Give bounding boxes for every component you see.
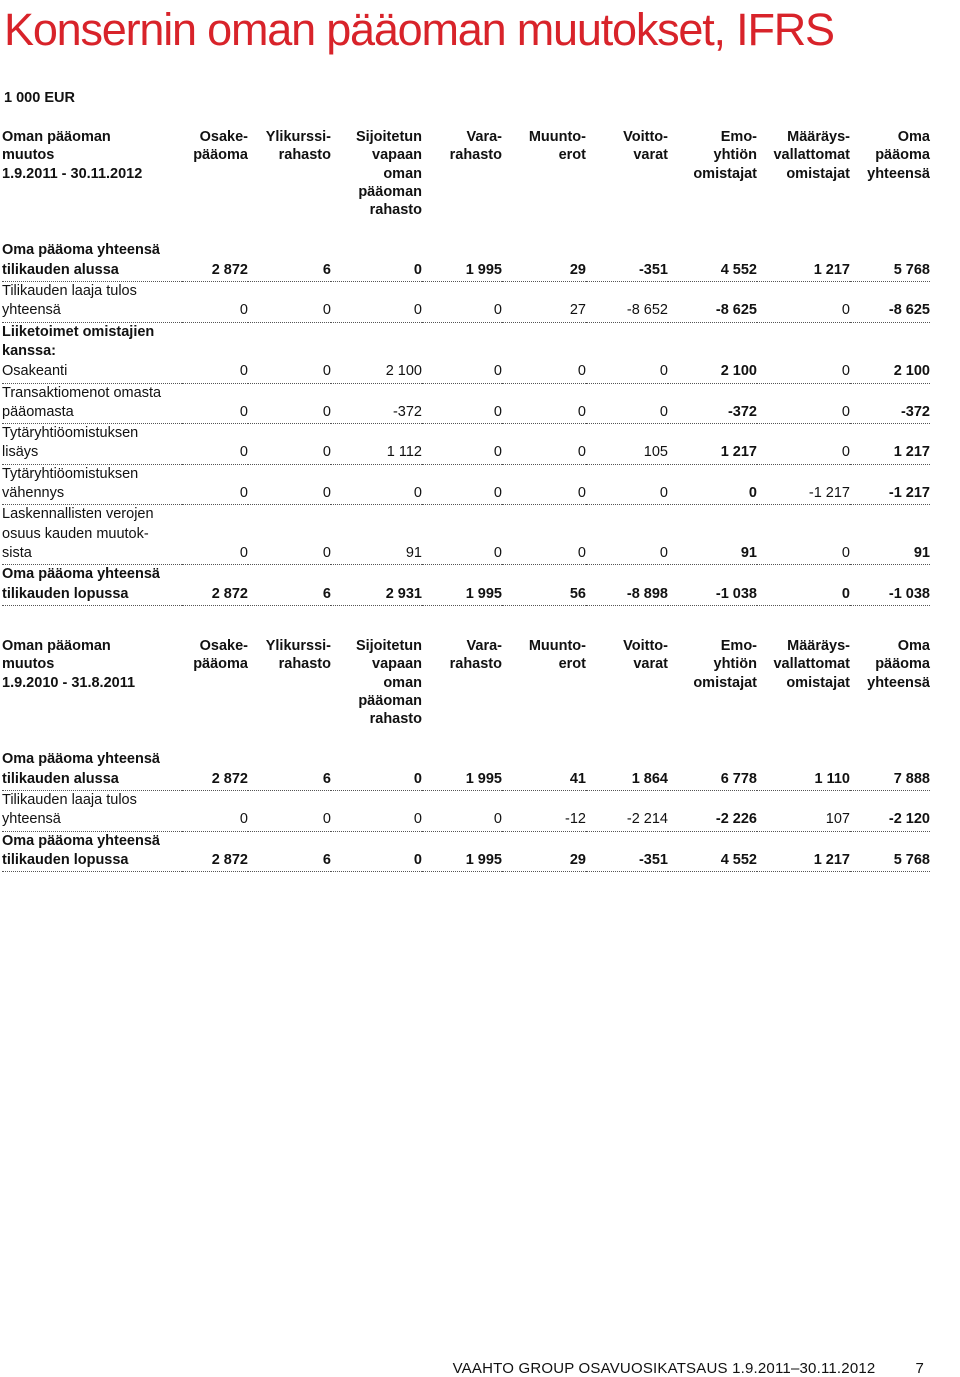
column-header-translation-differences: Muunto- erot <box>528 638 586 673</box>
currency-unit: 1 000 EUR <box>4 90 75 106</box>
table-cell: -8 652 <box>586 282 668 323</box>
table-cell: 0 <box>502 424 586 465</box>
table-row <box>2 282 930 323</box>
equity-table <box>2 637 930 872</box>
table-cell: 0 <box>502 383 586 424</box>
row-label: Tilikauden laaja tulos yhteensä <box>2 791 182 832</box>
table-cell <box>502 322 586 362</box>
table-cell: 2 872 <box>182 750 248 790</box>
footer-report-title: VAAHTO GROUP OSAVUOSIKATSAUS 1.9.2011–30.11.2012 <box>452 1360 876 1377</box>
table-cell: 2 872 <box>182 831 248 872</box>
table-cell: 91 <box>850 505 930 565</box>
table-cell: 105 <box>586 424 668 465</box>
table-cell: 6 <box>248 750 331 790</box>
table-cell: 0 <box>422 505 502 565</box>
table-row <box>2 505 930 565</box>
table-cell: 6 <box>248 565 331 606</box>
table-cell: 0 <box>331 241 422 281</box>
table-cell: 107 <box>757 791 850 832</box>
table-cell: 0 <box>248 505 331 565</box>
table-cell: 56 <box>502 565 586 606</box>
table-cell: -8 625 <box>850 282 930 323</box>
column-header-total-equity: Oma pääoma yhteensä <box>867 129 930 182</box>
table-cell: 27 <box>502 282 586 323</box>
page-title: Konsernin oman pääoman muutokset, IFRS <box>4 4 834 55</box>
table-cell: 0 <box>422 383 502 424</box>
table-cell <box>668 322 757 362</box>
row-label: Tytäryhtiöomistuksen vähennys <box>2 464 182 505</box>
table-cell: 2 931 <box>331 565 422 606</box>
table-cell: 4 552 <box>668 831 757 872</box>
column-header-non-controlling: Määräys- vallattomat omistajat <box>773 129 850 182</box>
table-cell: 1 864 <box>586 750 668 790</box>
table-cell: 7 888 <box>850 750 930 790</box>
table-cell: 1 217 <box>668 424 757 465</box>
table-cell: -351 <box>586 241 668 281</box>
table-cell: 0 <box>757 565 850 606</box>
table-cell: -2 226 <box>668 791 757 832</box>
column-header-parent-owners: Emo- yhtiön omistajat <box>693 129 757 182</box>
table-cell: 0 <box>422 464 502 505</box>
table-cell: -2 214 <box>586 791 668 832</box>
table-cell: 0 <box>248 282 331 323</box>
table-cell: -8 898 <box>586 565 668 606</box>
table-row <box>2 750 930 790</box>
table-row <box>2 383 930 424</box>
row-label: Oma pääoma yhteensä tilikauden alussa <box>2 750 182 790</box>
row-label: Liiketoimet omistajien kanssa: <box>2 323 155 359</box>
table-cell <box>586 322 668 362</box>
table-cell: -372 <box>850 383 930 424</box>
table-cell: 0 <box>248 362 331 383</box>
table-cell <box>850 322 930 362</box>
row-label: Laskennallisten verojen osuus kauden muutok- sista <box>2 505 182 565</box>
table-cell: 2 100 <box>331 362 422 383</box>
table-row <box>2 362 930 383</box>
table-cell: 2 100 <box>850 362 930 383</box>
table-cell: 1 995 <box>422 750 502 790</box>
table-cell: 0 <box>757 383 850 424</box>
table-cell: 0 <box>248 791 331 832</box>
table-cell: 5 768 <box>850 241 930 281</box>
table-cell: 2 100 <box>668 362 757 383</box>
table-cell: 0 <box>668 464 757 505</box>
table-cell: -8 625 <box>668 282 757 323</box>
table-row <box>2 322 930 362</box>
table-cell: 6 <box>248 241 331 281</box>
table-cell: 0 <box>182 282 248 323</box>
column-header-retained-earnings: Voitto- varat <box>623 129 668 164</box>
row-label: Transaktiomenot omasta pääomasta <box>2 383 182 424</box>
table-cell: -1 217 <box>757 464 850 505</box>
equity-changes-table-2010-2011 <box>0 637 960 872</box>
table-cell: -351 <box>586 831 668 872</box>
period-heading: Oman pääoman muutos 1.9.2010 - 31.8.2011 <box>2 638 136 691</box>
column-header-share-premium: Ylikurssi- rahasto <box>265 638 331 673</box>
table-cell: 0 <box>422 424 502 465</box>
table-cell: -1 038 <box>668 565 757 606</box>
table-body <box>2 241 930 605</box>
table-cell: -2 120 <box>850 791 930 832</box>
table-cell: 0 <box>182 505 248 565</box>
equity-changes-table-2011-2012 <box>0 128 960 606</box>
table-cell: 0 <box>248 383 331 424</box>
table-cell: 0 <box>182 424 248 465</box>
column-header-retained-earnings: Voitto- varat <box>623 638 668 673</box>
table-cell: 0 <box>331 464 422 505</box>
table-cell: 4 552 <box>668 241 757 281</box>
table-cell: 1 217 <box>850 424 930 465</box>
table-cell <box>757 322 850 362</box>
row-label: Tilikauden laaja tulos yhteensä <box>2 282 182 323</box>
column-header-reserve-fund: Vara- rahasto <box>449 129 502 164</box>
column-header-share-capital: Osake- pääoma <box>193 638 248 673</box>
page-number: 7 <box>915 1360 924 1377</box>
table-cell: 91 <box>668 505 757 565</box>
table-cell: 0 <box>757 282 850 323</box>
table-row <box>2 464 930 505</box>
table-cell: 0 <box>182 464 248 505</box>
table-cell: -372 <box>668 383 757 424</box>
table-cell: 0 <box>248 424 331 465</box>
table-cell: 29 <box>502 831 586 872</box>
column-header-parent-owners: Emo- yhtiön omistajat <box>693 638 757 691</box>
table-cell: 0 <box>331 282 422 323</box>
table-cell: -12 <box>502 791 586 832</box>
table-cell: 2 872 <box>182 565 248 606</box>
table-cell: 0 <box>586 505 668 565</box>
column-header-reserve-fund: Vara- rahasto <box>449 638 502 673</box>
table-cell: 1 112 <box>331 424 422 465</box>
table-header-row <box>2 637 930 728</box>
table-cell: 2 872 <box>182 241 248 281</box>
page-footer <box>0 1360 924 1377</box>
table-row <box>2 241 930 281</box>
column-header-share-capital: Osake- pääoma <box>193 129 248 164</box>
column-header-share-premium: Ylikurssi- rahasto <box>265 129 331 164</box>
table-header-row <box>2 128 930 219</box>
table-cell: -1 217 <box>850 464 930 505</box>
table-cell: 41 <box>502 750 586 790</box>
table-cell: 0 <box>182 791 248 832</box>
table-body <box>2 750 930 871</box>
table-cell <box>248 322 331 362</box>
table-cell: 0 <box>331 750 422 790</box>
period-heading: Oman pääoman muutos 1.9.2011 - 30.11.2012 <box>2 129 143 182</box>
column-header-translation-differences: Muunto- erot <box>528 129 586 164</box>
column-header-invested-unrestricted-equity: Sijoitetun vapaan oman pääoman rahasto <box>355 638 422 728</box>
table-cell: 1 217 <box>757 241 850 281</box>
table-cell: 1 995 <box>422 831 502 872</box>
table-cell: 1 995 <box>422 241 502 281</box>
table-cell: 0 <box>422 282 502 323</box>
table-cell: 1 995 <box>422 565 502 606</box>
row-label: Osakeanti <box>2 362 182 383</box>
table-cell: 0 <box>502 505 586 565</box>
table-cell: 0 <box>586 464 668 505</box>
row-label: Oma pääoma yhteensä tilikauden lopussa <box>2 831 182 872</box>
table-row <box>2 565 930 606</box>
table-cell: 1 110 <box>757 750 850 790</box>
table-cell: 0 <box>422 362 502 383</box>
table-cell: 0 <box>422 791 502 832</box>
table-cell: -372 <box>331 383 422 424</box>
column-header-invested-unrestricted-equity: Sijoitetun vapaan oman pääoman rahasto <box>355 129 422 219</box>
table-cell <box>331 322 422 362</box>
column-header-non-controlling: Määräys- vallattomat omistajat <box>773 638 850 691</box>
table-cell: 0 <box>757 362 850 383</box>
table-cell: 0 <box>331 791 422 832</box>
table-cell: 0 <box>502 464 586 505</box>
table-cell: 0 <box>586 383 668 424</box>
table-cell <box>182 322 248 362</box>
table-cell: 0 <box>182 362 248 383</box>
table-cell: 0 <box>248 464 331 505</box>
table-cell: 0 <box>182 383 248 424</box>
row-label: Tytäryhtiöomistuksen lisäys <box>2 424 182 465</box>
table-cell: 0 <box>331 831 422 872</box>
row-label: Oma pääoma yhteensä tilikauden lopussa <box>2 565 182 606</box>
table-cell: 5 768 <box>850 831 930 872</box>
table-cell: 91 <box>331 505 422 565</box>
table-row <box>2 831 930 872</box>
table-row <box>2 424 930 465</box>
table-cell: 0 <box>757 424 850 465</box>
table-cell: 6 <box>248 831 331 872</box>
row-label: Oma pääoma yhteensä tilikauden alussa <box>2 241 182 281</box>
table-cell: 1 217 <box>757 831 850 872</box>
table-cell: 0 <box>586 362 668 383</box>
table-cell <box>422 322 502 362</box>
equity-table <box>2 128 930 606</box>
table-cell: 0 <box>502 362 586 383</box>
table-row <box>2 791 930 832</box>
table-cell: -1 038 <box>850 565 930 606</box>
table-cell: 6 778 <box>668 750 757 790</box>
table-cell: 0 <box>757 505 850 565</box>
table-cell: 29 <box>502 241 586 281</box>
column-header-total-equity: Oma pääoma yhteensä <box>867 638 930 691</box>
